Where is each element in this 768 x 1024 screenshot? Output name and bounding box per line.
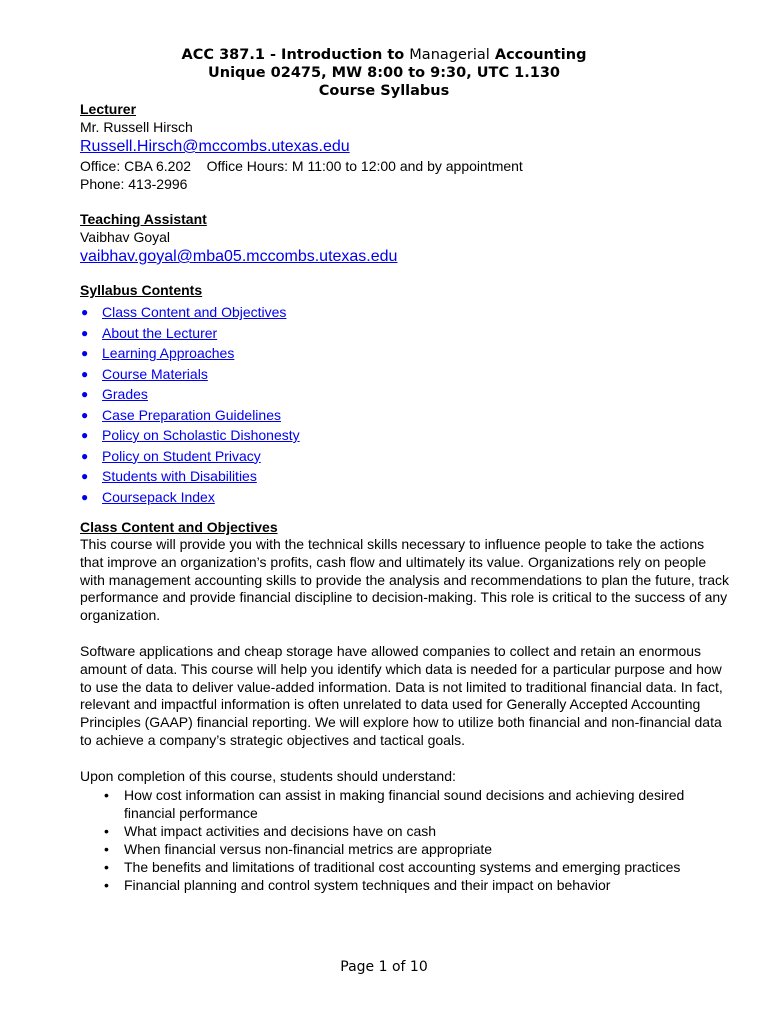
toc-link-about-lecturer[interactable]: About the Lecturer xyxy=(102,324,218,341)
bullet-icon: ● xyxy=(81,407,89,422)
ta-name: Vaibhav Goyal xyxy=(80,229,171,245)
course-syllabus-title: Course Syllabus xyxy=(318,83,450,99)
bullet-icon: ● xyxy=(81,469,89,483)
toc-link-student-privacy[interactable]: Policy on Student Privacy xyxy=(102,447,261,464)
syllabus-contents-list xyxy=(80,302,730,507)
toc-item xyxy=(80,323,730,344)
main-content xyxy=(80,100,730,894)
list-item xyxy=(80,858,730,876)
title-block xyxy=(0,46,768,100)
toc-item xyxy=(80,446,730,467)
bullet-icon: ● xyxy=(81,325,89,340)
toc-item xyxy=(80,405,730,426)
toc-item xyxy=(80,487,730,508)
bullet-icon: ● xyxy=(81,305,89,319)
lecturer-phone: Phone: 413-2996 xyxy=(80,176,188,192)
lecturer-office: Office: CBA 6.202 Office Hours: M 11:00 to 12:00 and by appointment xyxy=(80,158,523,174)
objectives-paragraph-2: Software applications and cheap storage have allowed companies to collect and retain an enormous amount of data. This course will help you identify which data is needed for a particular purpose and how to use the data to deliver value-added information. Data is not limited to traditional financial data. In fact, relevant and impactful information is often unrelated to data used for Generally Accepted Accounting Principles (GAAP) financial reporting. We will explore how to utilize both financial and non-financial data to achieve a company’s strategic objectives and tactical goals. xyxy=(80,642,723,748)
bullet-icon: • xyxy=(104,876,109,893)
toc-item xyxy=(80,302,730,323)
bullet-icon: • xyxy=(104,822,109,839)
list-item-text: The benefits and limitations of traditional cost accounting systems and emerging practices xyxy=(124,858,681,875)
toc-link-case-preparation[interactable]: Case Preparation Guidelines xyxy=(102,406,281,423)
lecturer-name: Mr. Russell Hirsch xyxy=(80,119,193,135)
course-title xyxy=(0,46,768,64)
bullet-icon: ● xyxy=(81,387,89,401)
bullet-icon: ● xyxy=(81,366,89,381)
bullet-icon: ● xyxy=(81,428,89,442)
bullet-icon: • xyxy=(104,858,109,875)
course-title-suffix: Accounting xyxy=(489,47,587,63)
course-title-prefix: ACC 387.1 - Introduction to xyxy=(181,47,410,63)
toc-item xyxy=(80,364,730,385)
toc-item xyxy=(80,466,730,487)
course-title-mid: Managerial xyxy=(409,47,490,63)
bullet-icon: • xyxy=(104,840,109,857)
list-item-text: When financial versus non-financial metrics are appropriate xyxy=(124,840,493,857)
toc-item xyxy=(80,384,730,405)
bullet-icon: ● xyxy=(81,346,89,360)
toc-link-class-content[interactable]: Class Content and Objectives xyxy=(102,304,287,320)
ta-email-link[interactable]: vaibhav.goyal@mba05.mccombs.utexas.edu xyxy=(80,248,398,265)
bullet-icon: • xyxy=(104,786,109,803)
objectives-bullet-list xyxy=(80,786,730,894)
lecturer-heading: Lecturer xyxy=(80,101,137,117)
toc-link-disabilities[interactable]: Students with Disabilities xyxy=(102,468,257,484)
syllabus-contents-heading: Syllabus Contents xyxy=(80,282,203,298)
list-item xyxy=(80,840,730,858)
bullet-icon: ● xyxy=(81,489,89,504)
toc-item xyxy=(80,343,730,364)
objectives-paragraph-3: Upon completion of this course, students should understand: xyxy=(80,767,456,784)
list-item-text: What impact activities and decisions have on cash xyxy=(124,822,437,839)
toc-item xyxy=(80,425,730,446)
list-item xyxy=(80,786,730,822)
toc-link-scholastic-dishonesty[interactable]: Policy on Scholastic Dishonesty xyxy=(102,427,300,443)
toc-link-coursepack-index[interactable]: Coursepack Index xyxy=(102,488,215,505)
lecturer-email-link[interactable]: Russell.Hirsch@mccombs.utexas.edu xyxy=(80,138,350,155)
page-number: Page 1 of 10 xyxy=(340,959,428,975)
list-item xyxy=(80,822,730,840)
objectives-paragraph-1: This course will provide you with the technical skills necessary to influence people to take the actions that improve an organization’s profits, cash flow and ultimately its value. Organizations rely on people with management accounting skills to provide the analysis and recommendations to plan the future, track performance and provide financial discipline to decision-making. This role is critical to the success of any organization. xyxy=(80,536,730,624)
toc-link-learning-approaches[interactable]: Learning Approaches xyxy=(102,345,235,361)
course-schedule: Unique 02475, MW 8:00 to 9:30, UTC 1.130 xyxy=(207,65,561,81)
bullet-icon: ● xyxy=(81,448,89,463)
list-item-text: How cost information can assist in making financial sound decisions and achieving desired financial performance xyxy=(124,786,685,821)
objectives-heading: Class Content and Objectives xyxy=(80,519,278,535)
toc-link-grades[interactable]: Grades xyxy=(102,386,148,402)
list-item-text: Financial planning and control system techniques and their impact on behavior xyxy=(124,876,611,893)
list-item xyxy=(80,876,730,894)
toc-link-course-materials[interactable]: Course Materials xyxy=(102,365,208,382)
ta-heading: Teaching Assistant xyxy=(80,211,207,227)
